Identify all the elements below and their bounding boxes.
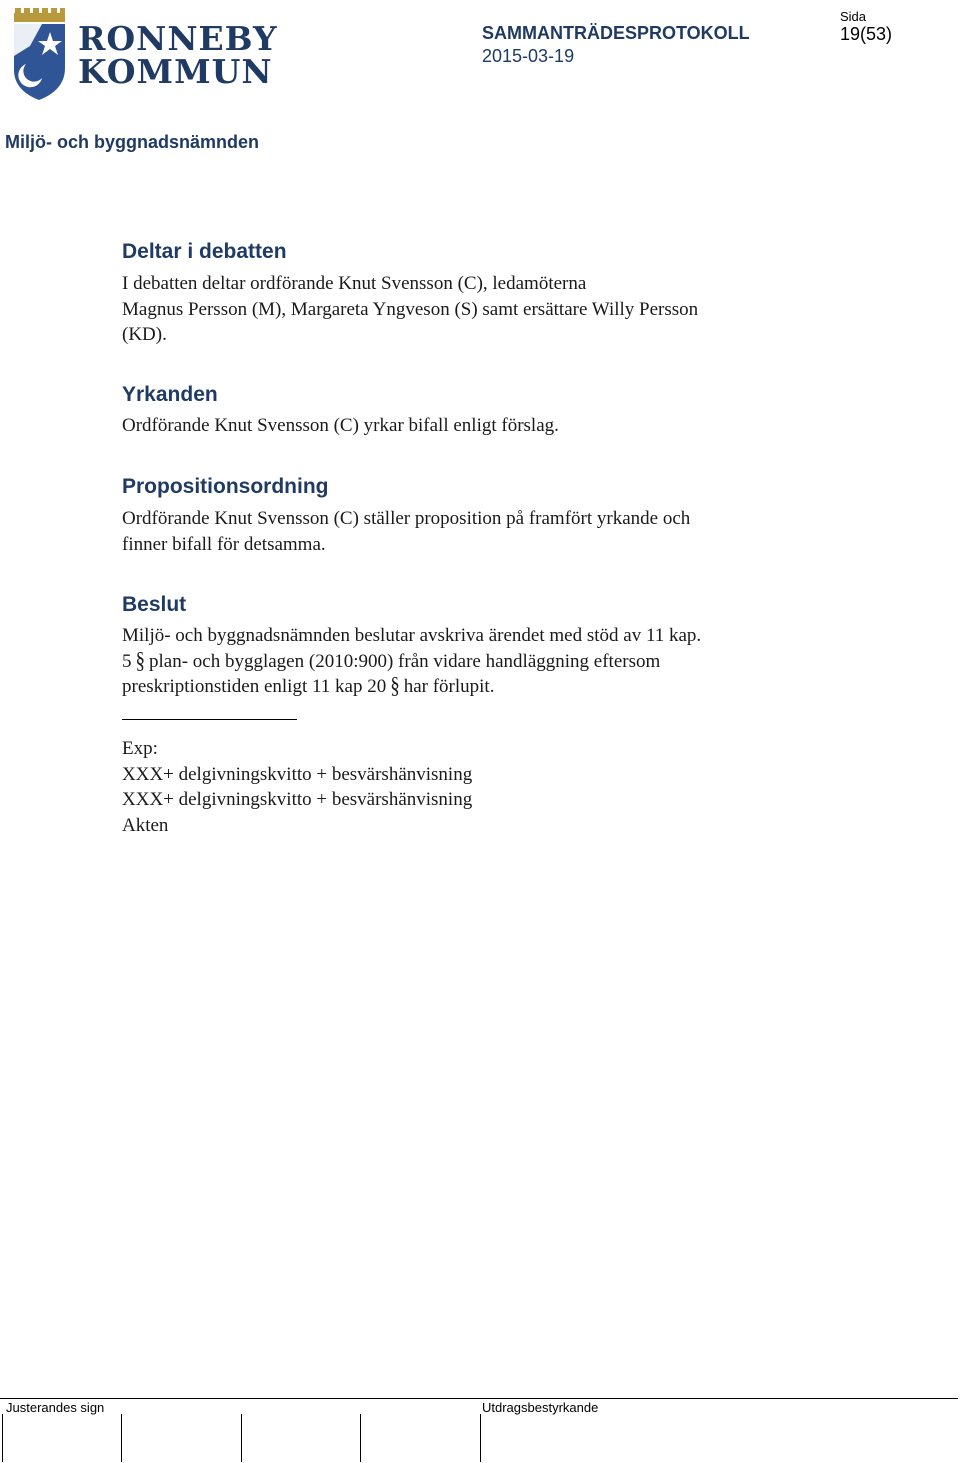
signature-box-divider (2, 1414, 3, 1462)
divider-rule (122, 719, 297, 720)
certification-label: Utdragsbestyrkande (482, 1400, 599, 1415)
section-heading-debate: Deltar i debatten (122, 240, 287, 263)
distribution-list (122, 736, 472, 838)
debate-line: I debatten deltar ordförande Knut Svensson (C), ledamöterna (122, 273, 587, 294)
section-heading-decision: Beslut (122, 593, 187, 616)
page-number: 19(53) (840, 24, 893, 44)
signature-box-divider (121, 1414, 122, 1462)
distribution-item: Akten (122, 814, 169, 836)
section-sign: § (390, 673, 400, 700)
document-type: SAMMANTRÄDESPROTOKOLL (482, 23, 750, 43)
decision-line: preskriptionstiden enligt 11 kap 20 § har förlupit. (122, 674, 701, 700)
decision-paragraph (122, 623, 701, 700)
distribution-item: XXX+ delgivningskvitto + besvärshänvisning (122, 763, 473, 785)
page-label: Sida (840, 9, 867, 24)
decision-line: 5 § plan- och bygglagen (2010:900) från vidare handläggning eftersom (122, 649, 701, 675)
proposition-paragraph (122, 506, 690, 557)
motions-line: Ordförande Knut Svensson (C) yrkar bifall enligt förslag. (122, 415, 559, 436)
motions-paragraph (122, 413, 559, 439)
section-heading-proposition: Propositionsordning (122, 475, 329, 498)
signature-label: Justerandes sign (6, 1400, 105, 1415)
decision-line: Miljö- och byggnadsnämnden beslutar avskriva ärendet med stöd av 11 kap. (122, 625, 702, 646)
proposition-line: finner bifall för detsamma. (122, 533, 326, 555)
debate-line: Magnus Persson (M), Margareta Yngveson (S) samt ersättare Willy Persson (122, 298, 699, 320)
committee-name: Miljö- och byggnadsnämnden (5, 132, 260, 152)
proposition-line: Ordförande Knut Svensson (C) ställer proposition på framfört yrkande och (122, 508, 691, 529)
org-name-line-2: KOMMUN (78, 52, 273, 91)
debate-paragraph (122, 271, 698, 348)
distribution-item: XXX+ delgivningskvitto + besvärshänvisning (122, 789, 473, 810)
organization-name (78, 19, 278, 91)
footer-rule (0, 1398, 958, 1399)
distribution-label: Exp: (122, 738, 158, 759)
ronneby-coat-of-arms-icon (12, 6, 66, 102)
signature-box-divider (241, 1414, 242, 1462)
org-name-line-1: RONNEBY (78, 19, 278, 58)
signature-box-divider (360, 1414, 361, 1462)
section-sign: § (135, 648, 145, 674)
meeting-date: 2015-03-19 (482, 46, 575, 66)
section-heading-motions: Yrkanden (122, 383, 218, 406)
signature-box-divider (480, 1414, 481, 1462)
debate-line: (KD). (122, 324, 167, 345)
